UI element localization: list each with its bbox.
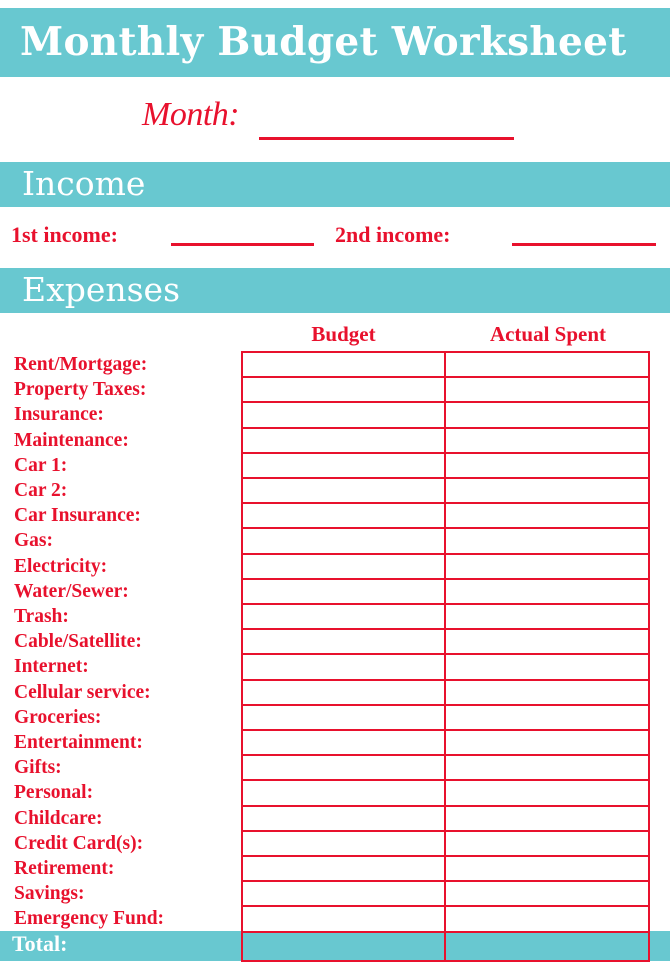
expense-row-label: Retirement: [14, 858, 115, 879]
table-row [241, 553, 650, 578]
budget-cell[interactable] [241, 731, 446, 754]
expense-row-label: Groceries: [14, 706, 102, 728]
second-income-input-line[interactable] [512, 243, 656, 246]
actual-spent-cell[interactable] [446, 681, 650, 704]
actual-spent-cell[interactable] [446, 857, 650, 880]
expense-row-label: Gas: [14, 530, 53, 552]
expense-row-label: Cable/Satellite: [14, 631, 142, 653]
expense-row-label: Gifts: [14, 757, 62, 779]
table-row [241, 527, 650, 552]
expense-row-label: Electricity: [14, 555, 108, 577]
table-row [241, 880, 650, 905]
table-row [241, 477, 650, 502]
budget-cell[interactable] [241, 479, 446, 502]
table-row [241, 905, 650, 930]
budget-cell[interactable] [241, 681, 446, 704]
table-row [241, 704, 650, 729]
total-label: Total: [12, 931, 68, 956]
table-row [241, 578, 650, 603]
actual-spent-cell[interactable] [446, 429, 650, 452]
table-row [241, 452, 650, 477]
budget-cell[interactable] [241, 429, 446, 452]
budget-cell[interactable] [241, 781, 446, 804]
table-row [241, 729, 650, 754]
income-section-header [0, 162, 670, 207]
expense-row-label: Trash: [14, 606, 69, 627]
income-heading: Income [22, 164, 146, 203]
actual-spent-cell[interactable] [446, 756, 650, 779]
table-row [241, 855, 650, 880]
page-title: Monthly Budget Worksheet [20, 19, 627, 65]
actual-spent-cell[interactable] [446, 353, 650, 376]
budget-cell[interactable] [241, 655, 446, 678]
actual-spent-cell[interactable] [446, 504, 650, 527]
actual-spent-column-header: Actual Spent [489, 322, 607, 346]
actual-spent-cell[interactable] [446, 807, 650, 830]
budget-cell[interactable] [241, 454, 446, 477]
actual-spent-cell[interactable] [446, 529, 650, 552]
budget-cell[interactable] [241, 882, 446, 905]
actual-spent-cell[interactable] [446, 403, 650, 426]
budget-cell[interactable] [241, 353, 446, 376]
table-row [241, 376, 650, 401]
budget-cell[interactable] [241, 378, 446, 401]
first-income-input-line[interactable] [171, 243, 314, 246]
actual-spent-cell[interactable] [446, 781, 650, 804]
table-row [241, 351, 650, 376]
table-row [241, 679, 650, 704]
expense-row-label: Car 2: [14, 480, 68, 501]
expense-row-label: Emergency Fund: [14, 908, 165, 930]
actual-spent-cell[interactable] [446, 630, 650, 653]
expense-row-label: Insurance: [14, 404, 104, 426]
expense-row-label: Water/Sewer: [14, 580, 129, 602]
actual-spent-cell[interactable] [446, 655, 650, 678]
table-row [241, 754, 650, 779]
first-income-label: 1st income: [11, 222, 118, 247]
actual-spent-cell[interactable] [446, 479, 650, 502]
expense-row-label: Maintenance: [14, 429, 129, 451]
expense-table [241, 351, 650, 962]
expense-row-label: Car 1: [14, 454, 68, 476]
table-bottom-border [241, 960, 650, 962]
budget-cell[interactable] [241, 403, 446, 426]
table-row [241, 628, 650, 653]
budget-cell[interactable] [241, 555, 446, 578]
expense-row-label: Childcare: [14, 807, 103, 829]
table-row [241, 805, 650, 830]
title-banner [0, 8, 670, 77]
actual-spent-cell[interactable] [446, 580, 650, 603]
budget-cell[interactable] [241, 857, 446, 880]
total-actual-spent-cell[interactable] [446, 933, 650, 962]
expense-row-label: Cellular service: [14, 681, 151, 703]
budget-cell[interactable] [241, 756, 446, 779]
budget-cell[interactable] [241, 706, 446, 729]
budget-cell[interactable] [241, 832, 446, 855]
table-row [241, 427, 650, 452]
budget-cell[interactable] [241, 504, 446, 527]
actual-spent-cell[interactable] [446, 882, 650, 905]
total-row [241, 931, 650, 962]
table-row [241, 653, 650, 678]
budget-cell[interactable] [241, 630, 446, 653]
second-income-label: 2nd income: [335, 222, 451, 247]
budget-cell[interactable] [241, 907, 446, 930]
month-input-line[interactable] [259, 137, 514, 140]
budget-cell[interactable] [241, 580, 446, 603]
actual-spent-cell[interactable] [446, 378, 650, 401]
expense-row-label: Rent/Mortgage: [14, 354, 148, 375]
expenses-heading: Expenses [22, 270, 181, 309]
table-row [241, 830, 650, 855]
table-row [241, 401, 650, 426]
expense-row-label: Internet: [14, 656, 89, 678]
table-row [241, 603, 650, 628]
actual-spent-cell[interactable] [446, 907, 650, 930]
actual-spent-cell[interactable] [446, 555, 650, 578]
budget-cell[interactable] [241, 529, 446, 552]
actual-spent-cell[interactable] [446, 706, 650, 729]
expense-row-label: Personal: [14, 782, 94, 804]
budget-cell[interactable] [241, 807, 446, 830]
table-row [241, 502, 650, 527]
budget-column-header: Budget [311, 322, 376, 346]
expense-row-label: Car Insurance: [14, 505, 141, 527]
month-label: Month: [142, 96, 240, 133]
actual-spent-cell[interactable] [446, 605, 650, 628]
total-budget-cell[interactable] [241, 933, 446, 962]
expense-row-label: Property Taxes: [14, 379, 147, 401]
actual-spent-cell[interactable] [446, 454, 650, 477]
actual-spent-cell[interactable] [446, 731, 650, 754]
expense-row-label: Savings: [14, 883, 85, 905]
expenses-section-header [0, 268, 670, 313]
expense-row-label: Entertainment: [14, 732, 143, 753]
budget-cell[interactable] [241, 605, 446, 628]
table-row [241, 779, 650, 804]
actual-spent-cell[interactable] [446, 832, 650, 855]
expense-row-label: Credit Card(s): [14, 832, 144, 854]
